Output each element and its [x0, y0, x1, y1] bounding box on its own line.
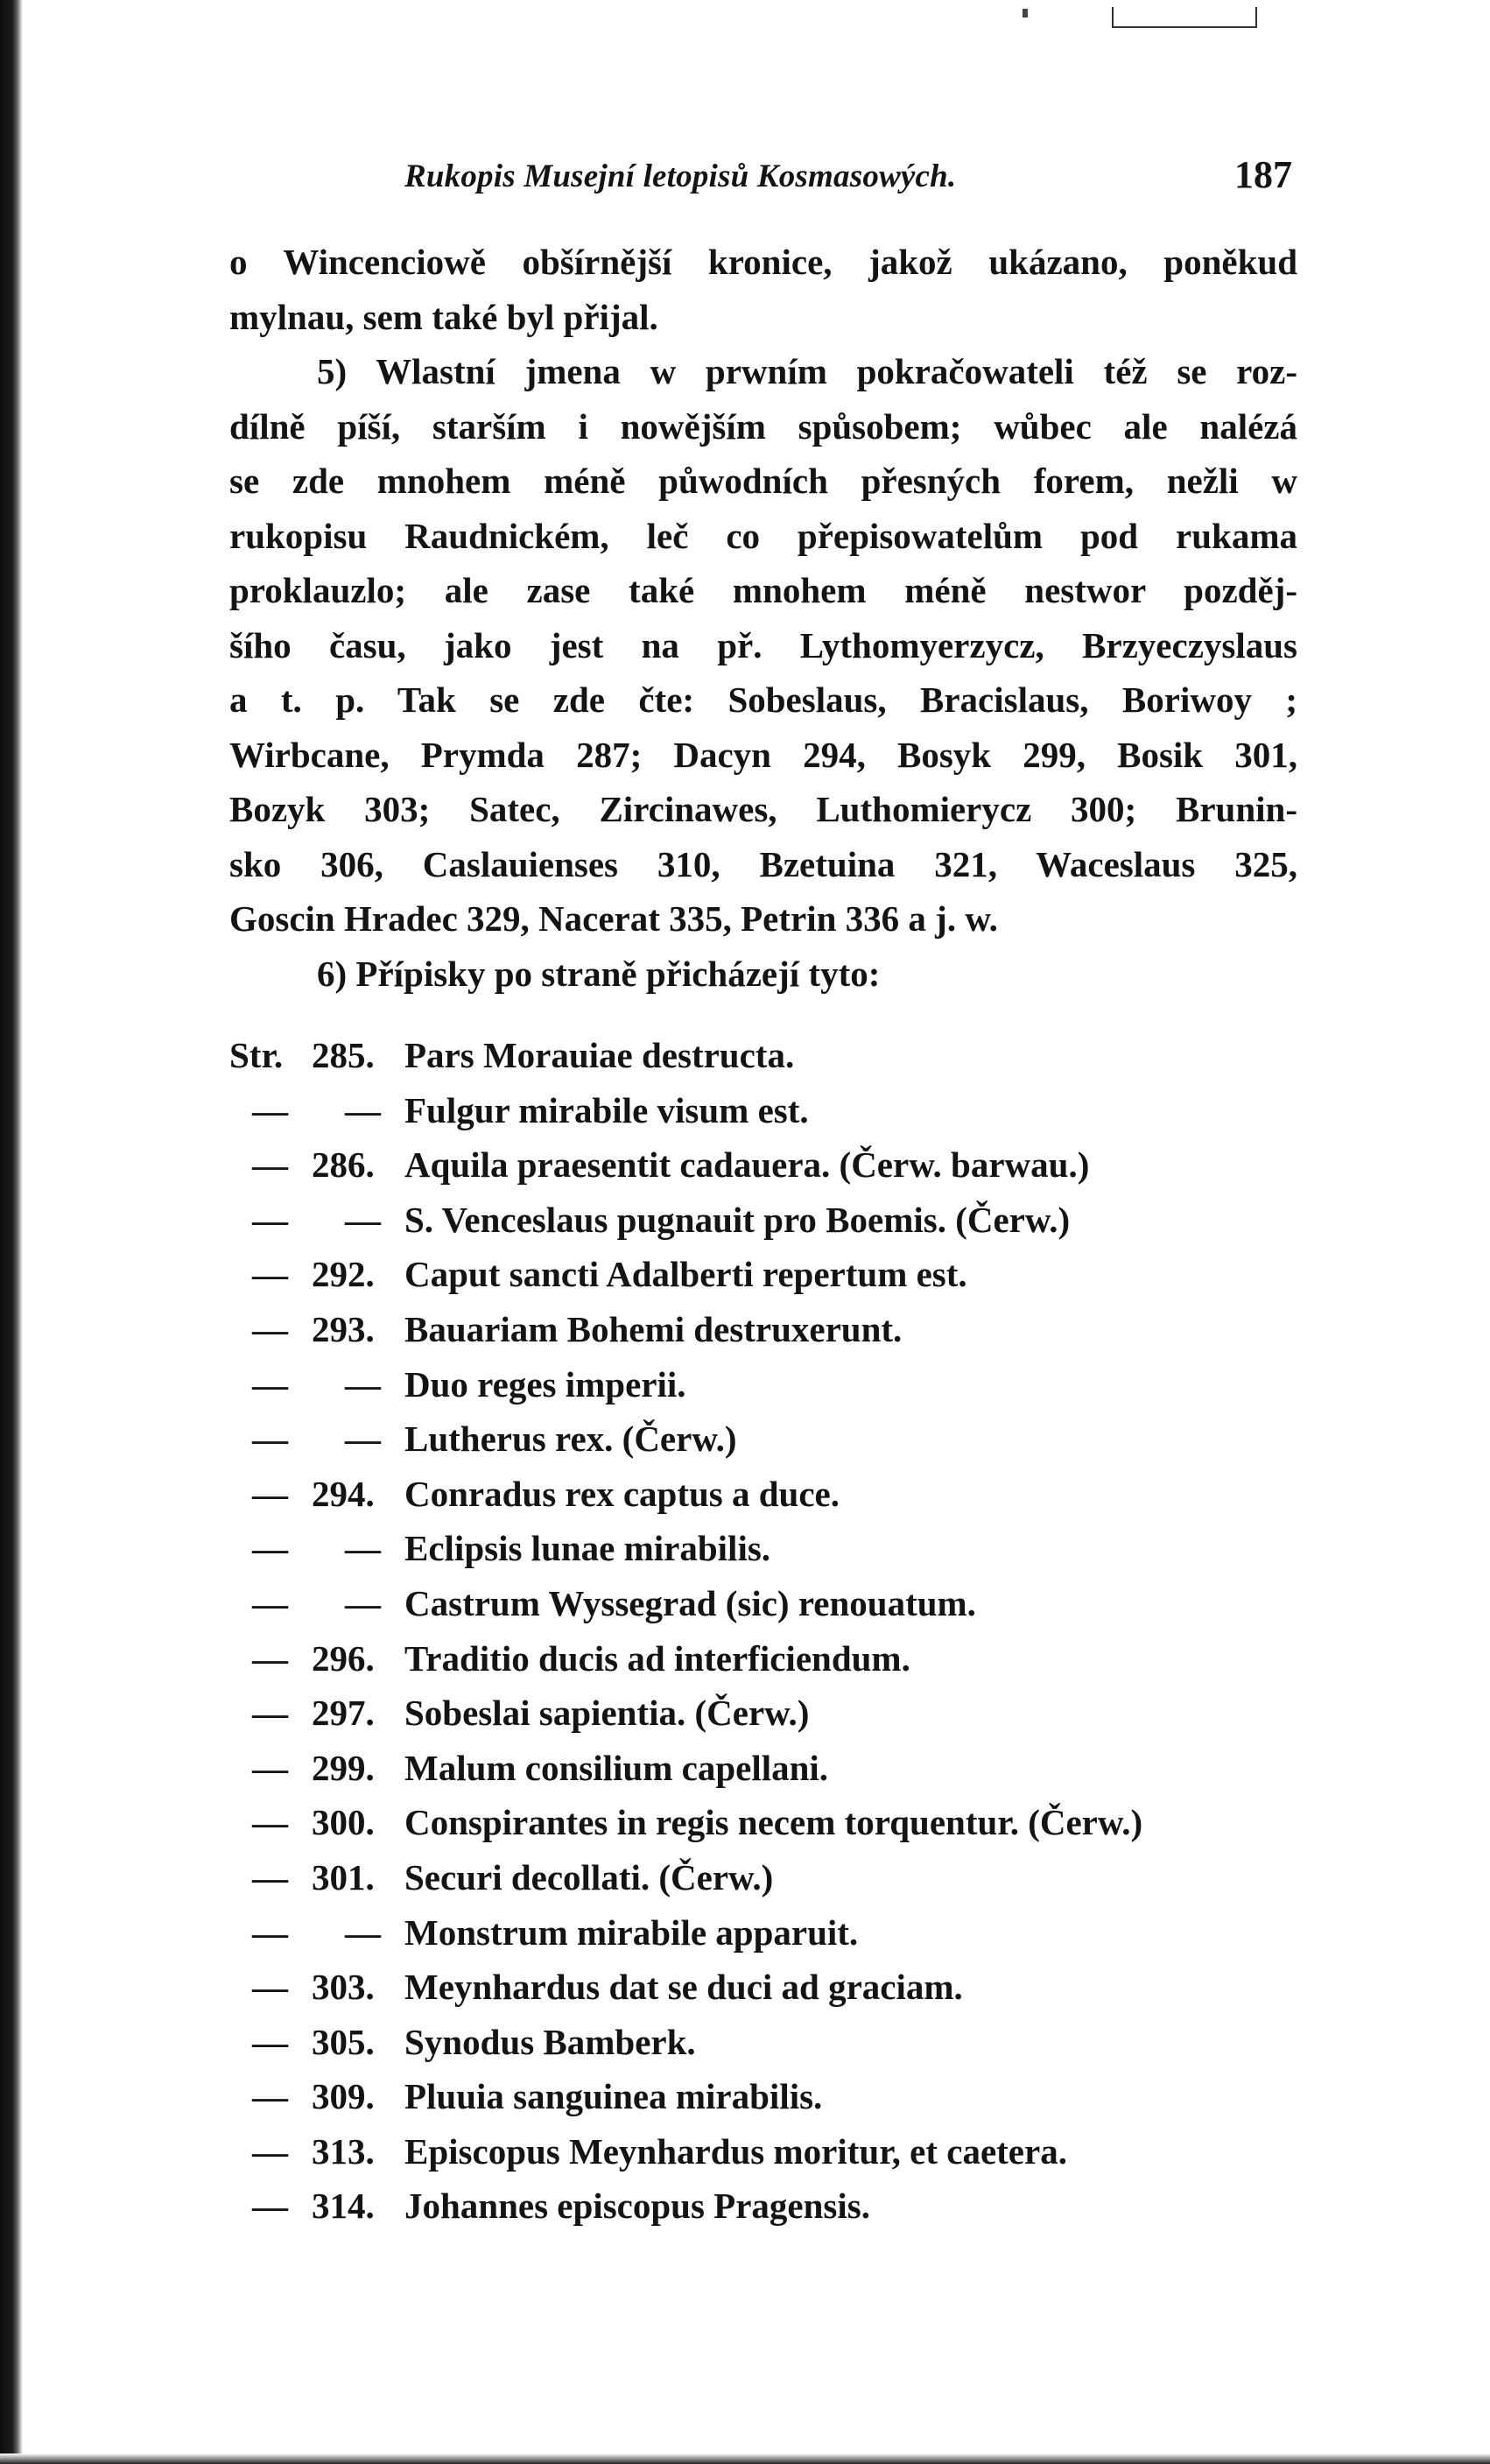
note-text: Castrum Wyssegrad (sic) renouatum.: [404, 1582, 976, 1623]
marginal-note-entry: [229, 2069, 1315, 2124]
text-line: rukopisu Raudnickém, leč co přepisowatelům pod rukama: [229, 515, 1297, 556]
marginal-note-entry: [229, 1631, 1315, 1686]
scan-artifact-dot: [1023, 9, 1028, 18]
note-page-ref: —: [345, 1363, 381, 1404]
marginal-note-entry: [229, 1905, 1315, 1961]
note-text: Pluuia sanguinea mirabilis.: [404, 2076, 823, 2117]
note-text: Johannes episcopus Pragensis.: [404, 2186, 870, 2227]
marginal-note-entry: [229, 1521, 1315, 1576]
ditto-dash: —: [252, 1967, 288, 2008]
marginal-note-entry: [229, 1083, 1315, 1138]
marginal-note-entry: [229, 1467, 1315, 1522]
text-line: mylnau, sem také byl přijal.: [229, 296, 658, 337]
note-page-ref: —: [345, 1199, 381, 1240]
note-text: Fulgur mirabile visum est.: [404, 1089, 809, 1130]
ditto-dash: —: [252, 1144, 288, 1186]
note-text: Bauariam Bohemi destruxerunt.: [404, 1308, 903, 1349]
marginal-note-entry: [229, 2179, 1315, 2234]
note-page-ref: 313.: [312, 2130, 375, 2172]
marginal-note-entry: [229, 1137, 1315, 1193]
text-line: proklauzlo; ale zase také mnohem méně nestwor pozděj-: [229, 570, 1297, 610]
paragraph-continuation: [229, 235, 1297, 344]
note-page-ref: —: [345, 1582, 381, 1623]
note-text: S. Venceslaus pugnauit pro Boemis. (Čerw.): [404, 1199, 1071, 1240]
note-page-ref: —: [345, 1419, 381, 1460]
marginal-note-entry: [229, 1412, 1315, 1467]
str-label: Str.: [229, 1035, 284, 1075]
note-text: Lutherus rex. (Čerw.): [404, 1419, 737, 1460]
page-header: [0, 153, 1490, 210]
note-text: Eclipsis lunae mirabilis.: [404, 1528, 771, 1569]
text-line: sko 306, Caslauienses 310, Bzetuina 321, Waceslaus 325,: [229, 843, 1297, 884]
page-number: 187: [1234, 153, 1292, 196]
marginal-note-entry: [229, 1357, 1315, 1412]
marginal-note-entry: [229, 1193, 1315, 1248]
note-page-ref: 303.: [312, 1967, 375, 2008]
marginal-notes-list: [229, 1028, 1315, 2234]
note-text: Conspirantes in regis necem torquentur. (Čerw.): [404, 1802, 1143, 1843]
text-line: 5) Wlastní jmena w prwním pokračowateli též se roz-: [317, 351, 1297, 391]
ditto-dash: —: [252, 1911, 288, 1953]
text-line: 6) Přípisky po straně přicházejí tyto:: [317, 953, 881, 994]
note-text: Monstrum mirabile apparuit.: [404, 1911, 859, 1953]
text-line: se zde mnohem méně půwodních přesných forem, nežli w: [229, 461, 1297, 501]
note-page-ref: 301.: [312, 1856, 375, 1897]
page-binding-edge: [0, 0, 23, 2464]
page-bottom-edge: [0, 2453, 1490, 2464]
note-page-ref: —: [345, 1911, 381, 1953]
note-page-ref: 286.: [312, 1144, 375, 1186]
text-line: Goscin Hradec 329, Nacerat 335, Petrin 336 a j. w.: [229, 898, 998, 939]
ditto-dash: —: [252, 1637, 288, 1679]
note-page-ref: 297.: [312, 1693, 375, 1734]
marginal-note-entry: [229, 1576, 1315, 1631]
note-page-ref: 293.: [312, 1308, 375, 1349]
note-text: Aquila praesentit cadauera. (Čerw. barwau.): [404, 1144, 1090, 1186]
marginal-note-entry: [229, 1028, 1315, 1083]
note-text: Conradus rex captus a duce.: [404, 1473, 840, 1514]
note-page-ref: 285.: [312, 1035, 375, 1075]
paragraph-6: [229, 947, 1297, 1002]
note-text: Caput sancti Adalberti repertum est.: [404, 1254, 967, 1295]
ditto-dash: —: [252, 2130, 288, 2172]
ditto-dash: —: [252, 1802, 288, 1843]
ditto-dash: —: [252, 1747, 288, 1788]
body-text: [229, 235, 1297, 1001]
text-line: Wirbcane, Prymda 287; Dacyn 294, Bosyk 299, Bosik 301,: [229, 734, 1297, 775]
note-text: Pars Morauiae destructa.: [404, 1035, 795, 1075]
note-page-ref: —: [345, 1528, 381, 1569]
note-text: Episcopus Meynhardus moritur, et caetera.: [404, 2130, 1067, 2172]
ditto-dash: —: [252, 1473, 288, 1514]
ditto-dash: —: [252, 2076, 288, 2117]
marginal-note-entry: [229, 1686, 1315, 1741]
note-page-ref: 309.: [312, 2076, 375, 2117]
note-page-ref: 314.: [312, 2186, 375, 2227]
marginal-note-entry: [229, 2124, 1315, 2179]
note-text: Duo reges imperii.: [404, 1363, 686, 1404]
note-text: Sobeslai sapientia. (Čerw.): [404, 1693, 810, 1734]
running-title: Rukopis Musejní letopisů Kosmasowých.: [404, 158, 957, 194]
note-text: Securi decollati. (Čerw.): [404, 1856, 774, 1897]
marginal-note-entry: [229, 2015, 1315, 2070]
marginal-note-entry: [229, 1795, 1315, 1850]
marginal-note-entry: [229, 1960, 1315, 2015]
note-page-ref: 300.: [312, 1802, 375, 1843]
marginal-note-entry: [229, 1741, 1315, 1796]
ditto-dash: —: [252, 1528, 288, 1569]
note-page-ref: 296.: [312, 1637, 375, 1679]
note-page-ref: 305.: [312, 2021, 375, 2062]
ditto-dash: —: [252, 1419, 288, 1460]
ditto-dash: —: [252, 1363, 288, 1404]
text-line: a t. p. Tak se zde čte: Sobeslaus, Bracislaus, Boriwoy ;: [229, 679, 1297, 720]
note-page-ref: —: [345, 1089, 381, 1130]
note-text: Synodus Bamberk.: [404, 2021, 696, 2062]
note-text: Malum consilium capellani.: [404, 1747, 829, 1788]
marginal-note-entry: [229, 1247, 1315, 1302]
ditto-dash: —: [252, 1582, 288, 1623]
ditto-dash: —: [252, 1856, 288, 1897]
ditto-dash: —: [252, 1254, 288, 1295]
text-line: Bozyk 303; Satec, Zircinawes, Luthomierycz 300; Brunin-: [229, 789, 1297, 829]
text-line: o Wincenciowě obšírnější kronice, jakož ukázano, poněkud: [229, 242, 1297, 282]
note-text: Meynhardus dat se duci ad graciam.: [404, 1967, 963, 2008]
ditto-dash: —: [252, 1199, 288, 1240]
ditto-dash: —: [252, 2021, 288, 2062]
note-page-ref: 294.: [312, 1473, 375, 1514]
ditto-dash: —: [252, 1089, 288, 1130]
note-text: Traditio ducis ad interficiendum.: [404, 1637, 910, 1679]
scan-artifact: [1112, 7, 1257, 28]
paragraph-5: [229, 344, 1297, 947]
text-line: šího času, jako jest na př. Lythomyerzycz, Brzyeczyslaus: [229, 624, 1297, 665]
note-page-ref: 299.: [312, 1747, 375, 1788]
ditto-dash: —: [252, 1308, 288, 1349]
text-line: dílně píší, starším i nowějším spůsobem; wůbec ale nalézá: [229, 405, 1297, 447]
marginal-note-entry: [229, 1850, 1315, 1905]
marginal-note-entry: [229, 1302, 1315, 1357]
ditto-dash: —: [252, 2186, 288, 2227]
note-page-ref: 292.: [312, 1254, 375, 1295]
ditto-dash: —: [252, 1693, 288, 1734]
